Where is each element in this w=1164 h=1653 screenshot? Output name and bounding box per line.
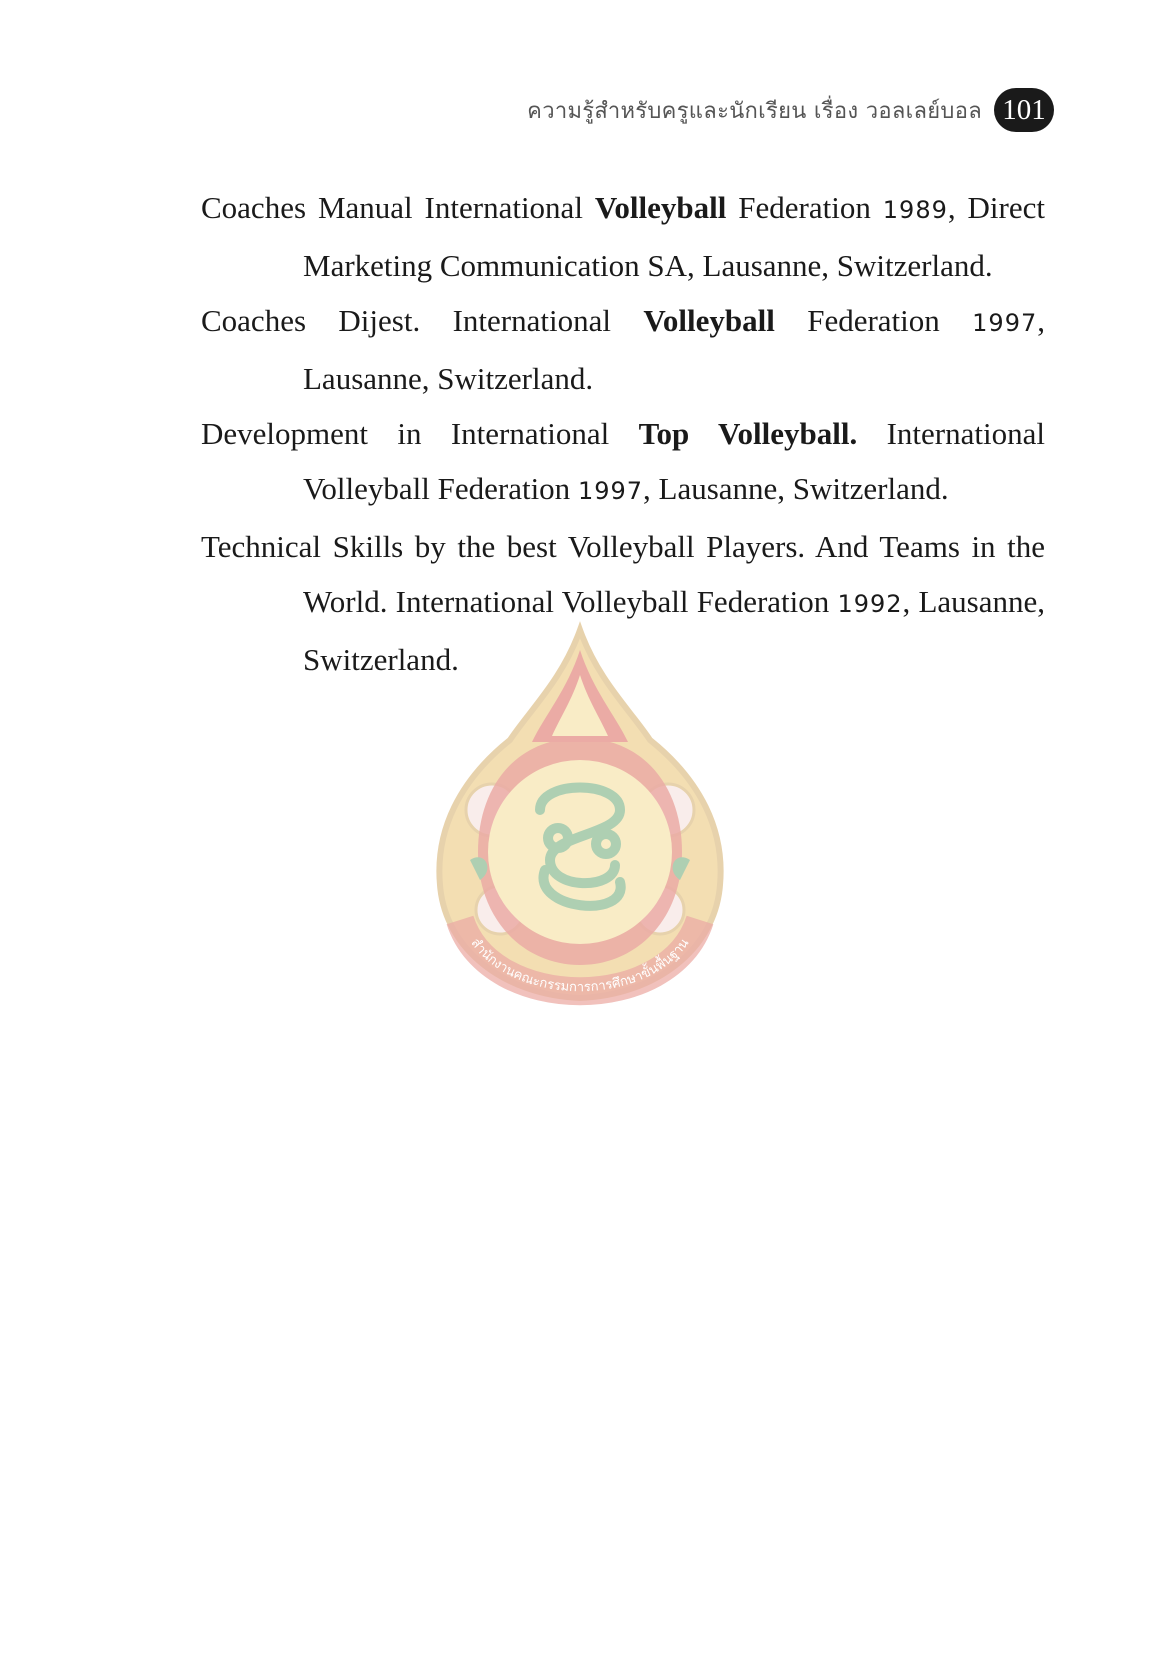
reference-year: 1992 <box>837 590 903 618</box>
page-header <box>527 88 1054 132</box>
emblem-seal-text <box>468 936 693 995</box>
page-number-badge: 101 <box>994 88 1054 132</box>
reference-entry <box>201 519 1045 687</box>
reference-year: 1989 <box>882 196 948 224</box>
reference-text: Technical Skills by the best Volleyball Players. And Teams in the World. International Volleyball Federation <box>201 529 1045 619</box>
reference-text: Coaches Dijest. International <box>201 303 644 338</box>
reference-emphasis: Volleyball <box>594 190 727 225</box>
reference-text: , Lausanne, Switzerland. <box>303 303 1045 396</box>
reference-entry <box>201 180 1045 293</box>
reference-text: , Lausanne, Switzerland. <box>643 471 949 506</box>
bibliography-list <box>201 180 1045 687</box>
reference-text: , Lausanne, Switzerland. <box>303 584 1045 677</box>
reference-entry <box>201 406 1045 519</box>
reference-text: International Volleyball Federation <box>303 416 1045 506</box>
reference-year: 1997 <box>577 477 644 505</box>
reference-entry <box>201 293 1045 406</box>
reference-text: Federation <box>774 303 973 338</box>
reference-emphasis: Volleyball <box>643 303 775 338</box>
reference-text: Development in International <box>201 416 639 451</box>
emblem-seal-text: สำนักงานคณะกรรมการการศึกษาขั้นพื้นฐาน <box>467 935 693 996</box>
running-header-title: ความรู้สำหรับครูและนักเรียน เรื่อง วอลเลย์บอล <box>527 98 982 124</box>
reference-text: Federation <box>726 190 883 225</box>
reference-text: , Direct Marketing Communication SA, Lausanne, Switzerland. <box>303 190 1045 283</box>
reference-year: 1997 <box>972 309 1038 337</box>
reference-text: Coaches Manual International <box>201 190 595 225</box>
reference-emphasis: Top Volleyball. <box>638 416 858 451</box>
